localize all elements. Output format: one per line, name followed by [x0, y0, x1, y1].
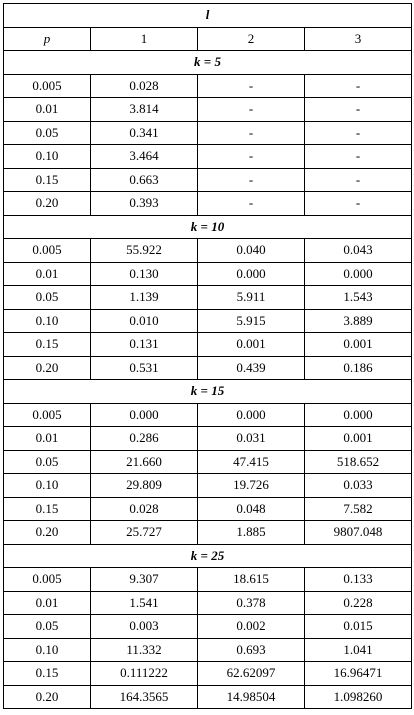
- value-cell-l1: 25.727: [91, 521, 198, 545]
- value-cell-l3: 16.96471: [305, 662, 412, 686]
- value-cell-l2: 0.048: [198, 497, 305, 521]
- table-row: [4, 309, 412, 333]
- section-header-row: [4, 544, 412, 568]
- p-header-cell: p: [4, 27, 91, 51]
- value-cell-l2: 0.439: [198, 356, 305, 380]
- p-value-cell: 0.01: [4, 98, 91, 122]
- value-cell-l3: 0.000: [305, 403, 412, 427]
- value-cell-l1: 3.464: [91, 145, 198, 169]
- value-cell-l2: 0.031: [198, 427, 305, 451]
- value-cell-l2: 5.911: [198, 286, 305, 310]
- value-cell-l1: 29.809: [91, 474, 198, 498]
- value-cell-l3: 1.098260: [305, 685, 412, 709]
- value-cell-l2: -: [198, 121, 305, 145]
- value-cell-l2: -: [198, 145, 305, 169]
- value-cell-l2: -: [198, 168, 305, 192]
- value-cell-l2: -: [198, 98, 305, 122]
- value-cell-l2: 0.001: [198, 333, 305, 357]
- value-cell-l3: 0.001: [305, 333, 412, 357]
- table-row: [4, 286, 412, 310]
- value-cell-l3: 0.033: [305, 474, 412, 498]
- p-value-cell: 0.005: [4, 568, 91, 592]
- table-row: [4, 450, 412, 474]
- value-cell-l2: 0.378: [198, 591, 305, 615]
- p-value-cell: 0.10: [4, 145, 91, 169]
- header-row-l: [4, 4, 412, 28]
- value-cell-l3: 3.889: [305, 309, 412, 333]
- p-value-cell: 0.15: [4, 662, 91, 686]
- value-cell-l2: 14.98504: [198, 685, 305, 709]
- table-row: [4, 121, 412, 145]
- table-row: [4, 239, 412, 263]
- value-cell-l2: -: [198, 192, 305, 216]
- table-row: [4, 568, 412, 592]
- value-cell-l2: 18.615: [198, 568, 305, 592]
- value-cell-l3: 7.582: [305, 497, 412, 521]
- table-row: [4, 145, 412, 169]
- p-value-cell: 0.20: [4, 521, 91, 545]
- value-cell-l3: 0.228: [305, 591, 412, 615]
- table-row: [4, 98, 412, 122]
- table-row: [4, 662, 412, 686]
- p-value-cell: 0.005: [4, 74, 91, 98]
- value-cell-l2: 19.726: [198, 474, 305, 498]
- p-value-cell: 0.05: [4, 615, 91, 639]
- value-cell-l2: 47.415: [198, 450, 305, 474]
- value-cell-l3: -: [305, 121, 412, 145]
- value-cell-l2: 0.040: [198, 239, 305, 263]
- table-row: [4, 333, 412, 357]
- value-cell-l1: 3.814: [91, 98, 198, 122]
- value-cell-l3: 518.652: [305, 450, 412, 474]
- value-cell-l3: 1.543: [305, 286, 412, 310]
- value-cell-l2: 0.000: [198, 262, 305, 286]
- results-table-container: [3, 3, 411, 709]
- value-cell-l1: 0.010: [91, 309, 198, 333]
- p-value-cell: 0.01: [4, 427, 91, 451]
- table-row: [4, 685, 412, 709]
- section-label: k = 25: [4, 544, 412, 568]
- value-cell-l1: 0.131: [91, 333, 198, 357]
- p-value-cell: 0.15: [4, 497, 91, 521]
- value-cell-l3: 0.000: [305, 262, 412, 286]
- value-cell-l1: 0.028: [91, 497, 198, 521]
- value-cell-l2: -: [198, 74, 305, 98]
- value-cell-l3: 0.186: [305, 356, 412, 380]
- value-cell-l2: 5.915: [198, 309, 305, 333]
- value-cell-l1: 0.393: [91, 192, 198, 216]
- value-cell-l3: -: [305, 74, 412, 98]
- value-cell-l3: 0.001: [305, 427, 412, 451]
- value-cell-l2: 62.62097: [198, 662, 305, 686]
- table-body: [4, 51, 412, 709]
- section-label: k = 5: [4, 51, 412, 75]
- section-header-row: [4, 51, 412, 75]
- value-cell-l1: 1.541: [91, 591, 198, 615]
- table-row: [4, 474, 412, 498]
- p-value-cell: 0.10: [4, 309, 91, 333]
- value-cell-l3: -: [305, 168, 412, 192]
- table-row: [4, 74, 412, 98]
- table-row: [4, 638, 412, 662]
- section-header-row: [4, 380, 412, 404]
- p-value-cell: 0.10: [4, 474, 91, 498]
- section-header-row: [4, 215, 412, 239]
- value-cell-l3: -: [305, 145, 412, 169]
- value-cell-l3: 1.041: [305, 638, 412, 662]
- p-value-cell: 0.005: [4, 403, 91, 427]
- p-value-cell: 0.01: [4, 262, 91, 286]
- column-header-3: 3: [305, 27, 412, 51]
- value-cell-l1: 0.663: [91, 168, 198, 192]
- p-value-cell: 0.20: [4, 685, 91, 709]
- p-value-cell: 0.05: [4, 450, 91, 474]
- section-label: k = 15: [4, 380, 412, 404]
- p-value-cell: 0.05: [4, 121, 91, 145]
- table-row: [4, 403, 412, 427]
- value-cell-l1: 0.028: [91, 74, 198, 98]
- value-cell-l1: 9.307: [91, 568, 198, 592]
- value-cell-l1: 0.341: [91, 121, 198, 145]
- p-value-cell: 0.15: [4, 168, 91, 192]
- table-row: [4, 427, 412, 451]
- value-cell-l1: 0.286: [91, 427, 198, 451]
- table-row: [4, 615, 412, 639]
- value-cell-l1: 0.003: [91, 615, 198, 639]
- value-cell-l3: -: [305, 192, 412, 216]
- table-row: [4, 356, 412, 380]
- column-header-2: 2: [198, 27, 305, 51]
- table-row: [4, 591, 412, 615]
- table-row: [4, 521, 412, 545]
- value-cell-l1: 21.660: [91, 450, 198, 474]
- value-cell-l3: 0.043: [305, 239, 412, 263]
- value-cell-l2: 0.002: [198, 615, 305, 639]
- value-cell-l3: 9807.048: [305, 521, 412, 545]
- value-cell-l1: 0.000: [91, 403, 198, 427]
- value-cell-l1: 0.111222: [91, 662, 198, 686]
- value-cell-l2: 0.693: [198, 638, 305, 662]
- value-cell-l3: -: [305, 98, 412, 122]
- value-cell-l1: 55.922: [91, 239, 198, 263]
- p-value-cell: 0.05: [4, 286, 91, 310]
- value-cell-l1: 1.139: [91, 286, 198, 310]
- p-value-cell: 0.20: [4, 192, 91, 216]
- table-row: [4, 168, 412, 192]
- results-table: [3, 3, 412, 709]
- table-row: [4, 262, 412, 286]
- value-cell-l3: 0.133: [305, 568, 412, 592]
- value-cell-l1: 164.3565: [91, 685, 198, 709]
- value-cell-l3: 0.015: [305, 615, 412, 639]
- l-header-cell: l: [4, 4, 412, 28]
- value-cell-l2: 0.000: [198, 403, 305, 427]
- table-row: [4, 497, 412, 521]
- p-value-cell: 0.005: [4, 239, 91, 263]
- p-value-cell: 0.20: [4, 356, 91, 380]
- column-header-1: 1: [91, 27, 198, 51]
- p-value-cell: 0.15: [4, 333, 91, 357]
- table-row: [4, 192, 412, 216]
- p-value-cell: 0.10: [4, 638, 91, 662]
- value-cell-l1: 11.332: [91, 638, 198, 662]
- table-header: [4, 4, 412, 51]
- section-label: k = 10: [4, 215, 412, 239]
- value-cell-l2: 1.885: [198, 521, 305, 545]
- value-cell-l1: 0.531: [91, 356, 198, 380]
- value-cell-l1: 0.130: [91, 262, 198, 286]
- header-row-columns: [4, 27, 412, 51]
- p-value-cell: 0.01: [4, 591, 91, 615]
